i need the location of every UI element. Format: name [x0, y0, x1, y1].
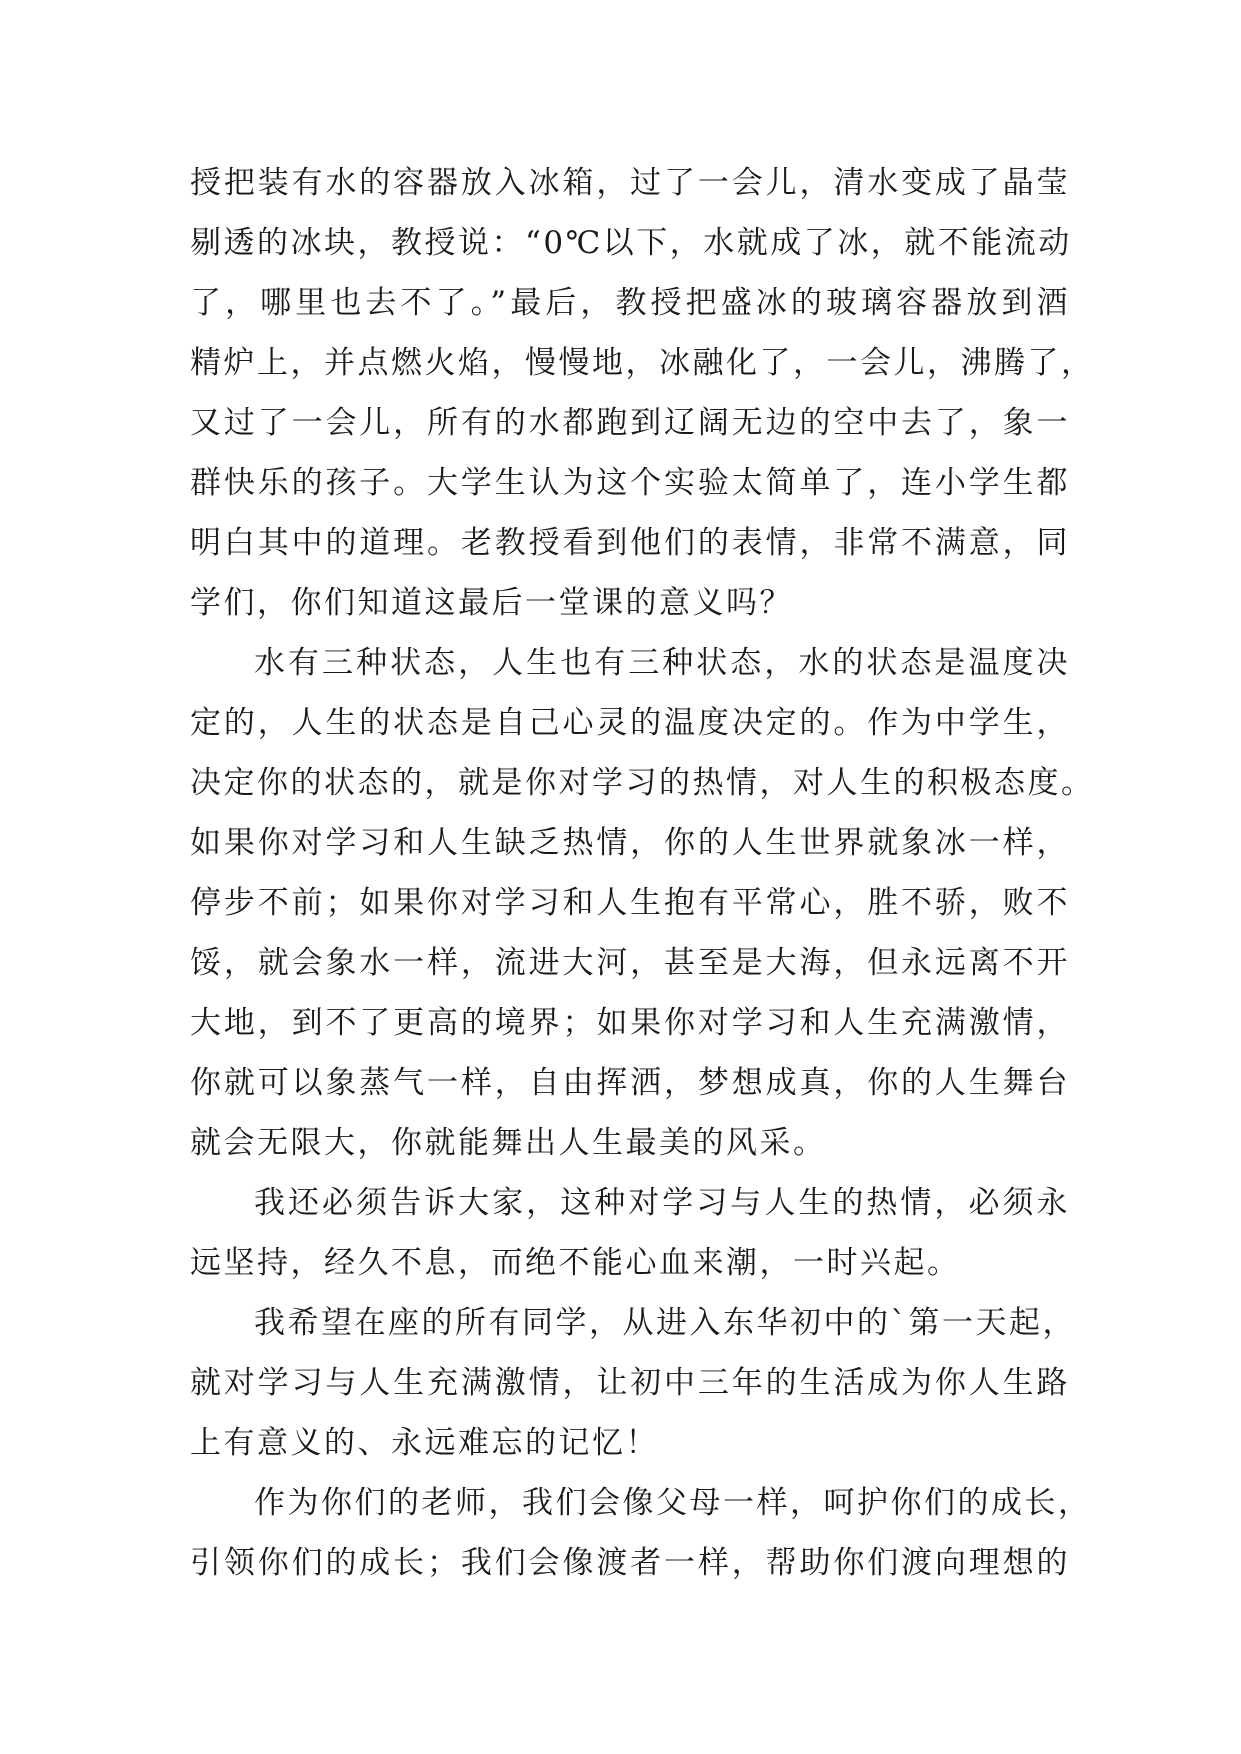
text-line: 就会无限大，你就能舞出人生最美的风采。 [190, 1125, 827, 1161]
paragraph-5 [190, 1473, 1092, 1593]
text-line: 引领你们的成长；我们会像渡者一样，帮助你们渡向理想的 [190, 1545, 1070, 1581]
text-line: 远坚持，经久不息，而绝不能心血来潮，一时兴起。 [190, 1245, 961, 1281]
text-line: 明白其中的道理。老教授看到他们的表情，非常不满意，同 [190, 525, 1070, 561]
text-line: 大地，到不了更高的境界；如果你对学习和人生充满激情， [190, 1005, 1070, 1041]
text-line: 剔透的冰块，教授说：“0℃以下，水就成了冰，就不能流动 [190, 225, 1072, 261]
text-line: 作为你们的老师，我们会像父母一样，呵护你们的成长， [254, 1485, 1092, 1521]
text-line: 定的，人生的状态是自己心灵的温度决定的。作为中学生， [190, 705, 1070, 741]
text-line: 水有三种状态，人生也有三种状态，水的状态是温度决 [254, 645, 1070, 681]
paragraph-3 [190, 1173, 1070, 1293]
text-line: 我希望在座的所有同学，从进入东华初中的`第一天起， [254, 1305, 1076, 1341]
text-line: 群快乐的孩子。大学生认为这个实验太简单了，连小学生都 [190, 465, 1070, 501]
text-line: 学们，你们知道这最后一堂课的意义吗？ [190, 585, 793, 621]
text-line: 你就可以象蒸气一样，自由挥洒，梦想成真，你的人生舞台 [190, 1065, 1070, 1101]
text-line: 我还必须告诉大家，这种对学习与人生的热情，必须永 [254, 1185, 1070, 1221]
paragraph-1 [190, 153, 1095, 633]
text-line: 精炉上，并点燃火焰，慢慢地，冰融化了，一会儿，沸腾了， [190, 345, 1095, 381]
text-line: 又过了一会儿，所有的水都跑到辽阔无边的空中去了，象一 [190, 405, 1070, 441]
text-line: 停步不前；如果你对学习和人生抱有平常心，胜不骄，败不 [190, 885, 1070, 921]
text-line: 就对学习与人生充满激情，让初中三年的生活成为你人生路 [190, 1365, 1070, 1401]
text-line: 上有意义的、永远难忘的记忆！ [190, 1425, 659, 1461]
text-line: 授把装有水的容器放入冰箱，过了一会儿，清水变成了晶莹 [190, 165, 1070, 201]
text-line: 馁，就会象水一样，流进大河，甚至是大海，但永远离不开 [190, 945, 1070, 981]
paragraph-2 [190, 633, 1095, 1173]
document-body [190, 153, 1095, 1593]
text-line: 了，哪里也去不了。”最后，教授把盛冰的玻璃容器放到酒 [190, 285, 1070, 321]
paragraph-4 [190, 1293, 1076, 1473]
text-line: 决定你的状态的，就是你对学习的热情，对人生的积极态度。 [190, 765, 1095, 801]
text-line: 如果你对学习和人生缺乏热情，你的人生世界就象冰一样， [190, 825, 1070, 861]
